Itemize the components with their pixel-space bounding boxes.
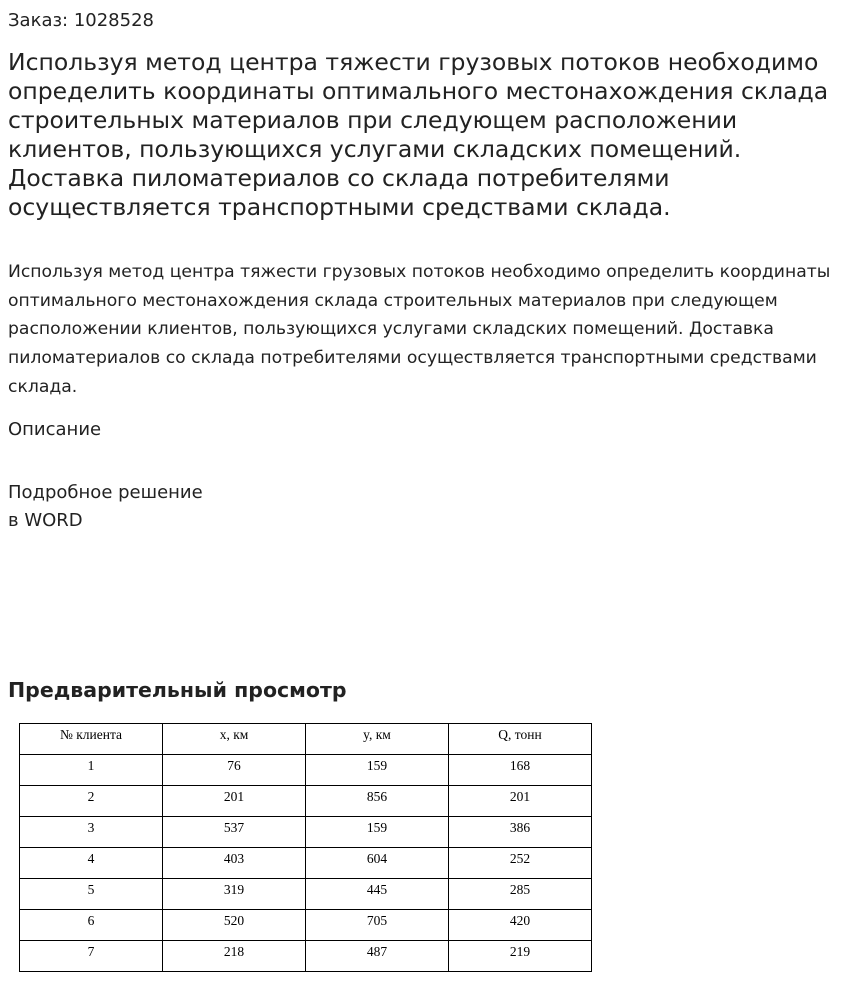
description-label: Описание — [8, 419, 102, 440]
cell-client: 7 — [20, 941, 163, 972]
cell-client: 6 — [20, 910, 163, 941]
table-row — [20, 941, 592, 972]
cell-x: 537 — [163, 817, 306, 848]
cell-x: 76 — [163, 755, 306, 786]
task-description: Используя метод центра тяжести грузовых потоков необходимо определить координаты оптимального местонахождения склада строительных материалов при следующем расположении клиентов, пользующихся услугами складских помещений. Доставка пиломатериалов со склада потребителями осуществляется транспортными средствами склада. — [8, 262, 831, 397]
clients-table — [19, 723, 592, 972]
table-row — [20, 786, 592, 817]
cell-q: 168 — [449, 755, 592, 786]
order-number: Заказ: 1028528 — [8, 10, 154, 31]
cell-client: 2 — [20, 786, 163, 817]
table-row — [20, 817, 592, 848]
table-header-row — [20, 724, 592, 755]
cell-x: 403 — [163, 848, 306, 879]
page-title: Используя метод центра тяжести грузовых потоков необходимо определить координаты оптимального местонахождения склада строительных материалов при следующем расположении клиентов, пользующихся услугами складских помещений. Доставка пиломатериалов со склада потребителями осуществляется транспортными средствами склада. — [8, 48, 829, 221]
table-row — [20, 755, 592, 786]
cell-y: 487 — [306, 941, 449, 972]
cell-client: 5 — [20, 879, 163, 910]
cell-q: 252 — [449, 848, 592, 879]
cell-q: 219 — [449, 941, 592, 972]
cell-y: 159 — [306, 817, 449, 848]
solution-line-1: Подробное решение — [8, 482, 203, 503]
cell-y: 604 — [306, 848, 449, 879]
cell-q: 285 — [449, 879, 592, 910]
cell-x: 319 — [163, 879, 306, 910]
cell-q: 420 — [449, 910, 592, 941]
cell-y: 856 — [306, 786, 449, 817]
cell-client: 3 — [20, 817, 163, 848]
solution-info — [8, 479, 203, 535]
cell-y: 705 — [306, 910, 449, 941]
cell-y: 445 — [306, 879, 449, 910]
cell-q: 386 — [449, 817, 592, 848]
cell-x: 520 — [163, 910, 306, 941]
header-q: Q, тонн — [449, 724, 592, 755]
header-x: x, км — [163, 724, 306, 755]
table-row — [20, 848, 592, 879]
cell-client: 1 — [20, 755, 163, 786]
cell-x: 218 — [163, 941, 306, 972]
header-y: y, км — [306, 724, 449, 755]
table-row — [20, 910, 592, 941]
header-client: № клиента — [20, 724, 163, 755]
cell-y: 159 — [306, 755, 449, 786]
solution-line-2: в WORD — [8, 510, 83, 531]
table-row — [20, 879, 592, 910]
preview-title: Предварительный просмотр — [8, 678, 347, 702]
cell-q: 201 — [449, 786, 592, 817]
cell-x: 201 — [163, 786, 306, 817]
cell-client: 4 — [20, 848, 163, 879]
